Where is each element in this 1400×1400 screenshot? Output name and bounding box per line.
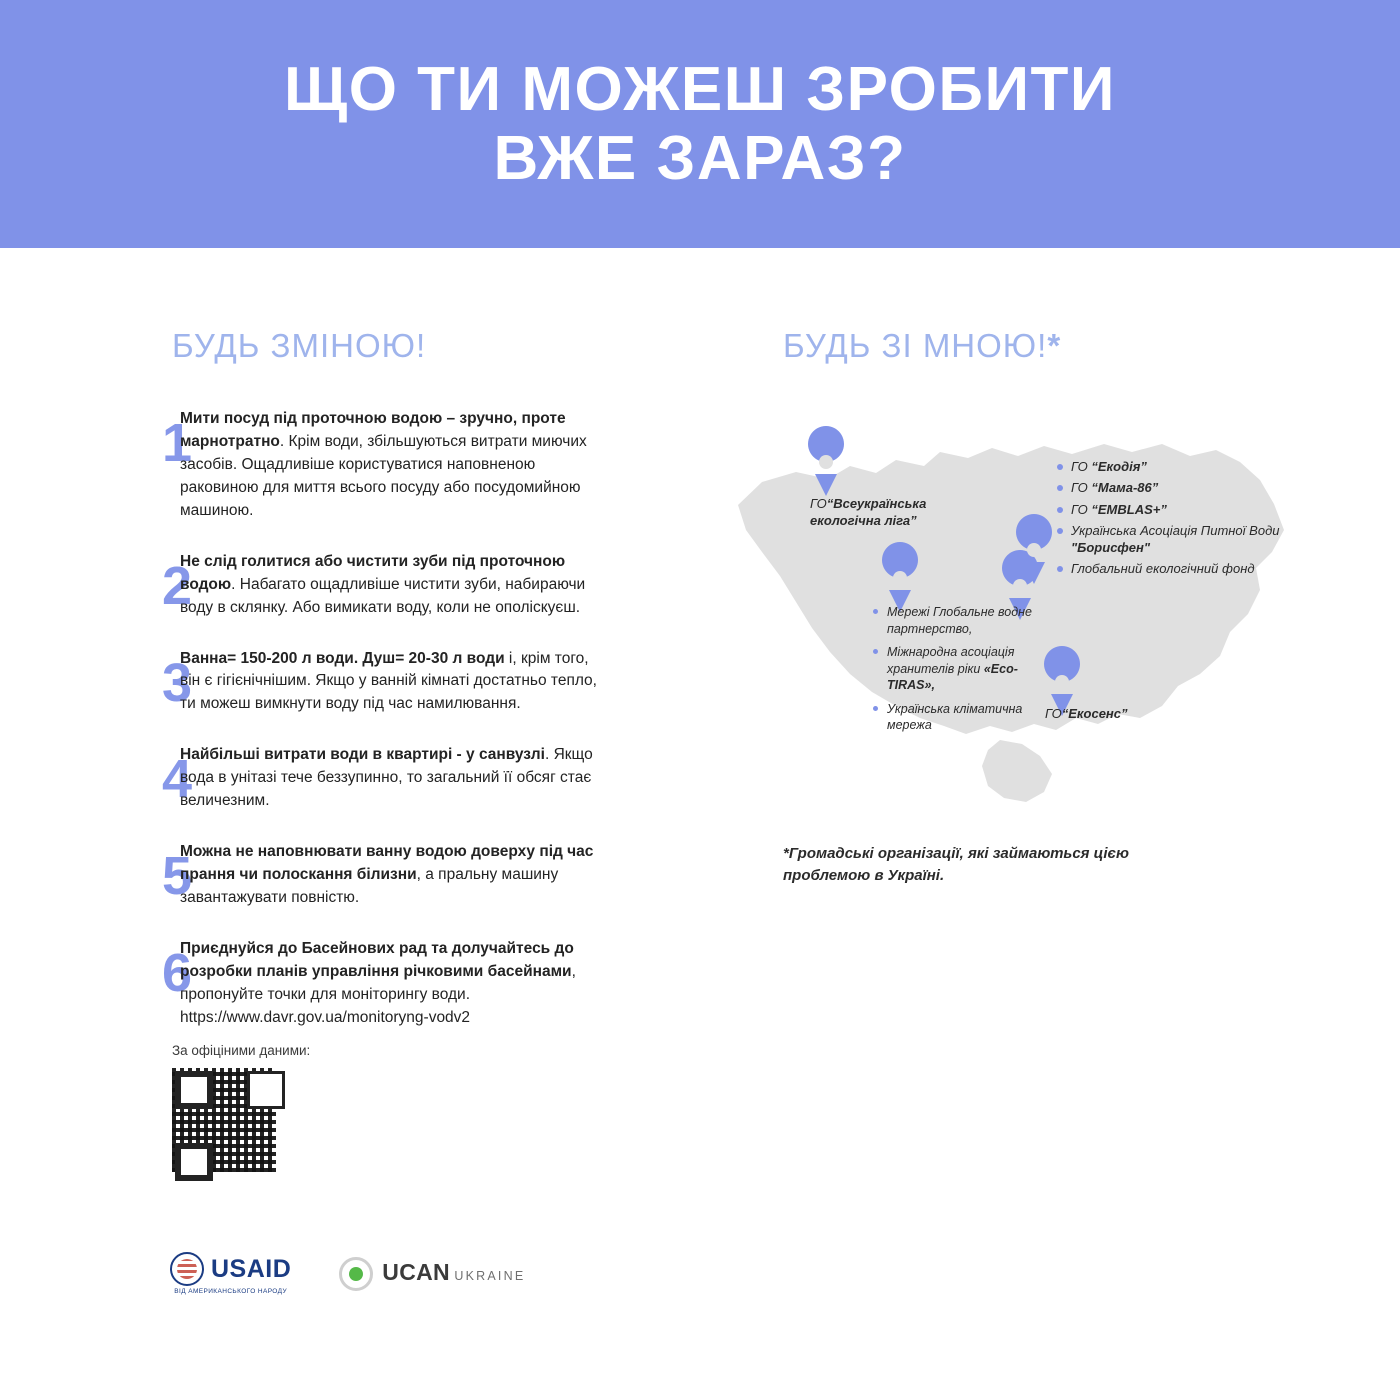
- tip-item: [162, 648, 608, 717]
- organization-item: [1055, 458, 1325, 475]
- organization-name: “Мама-86”: [1091, 480, 1159, 496]
- usaid-logo: [170, 1252, 291, 1295]
- left-column-heading: БУДЬ ЗМІНОЮ!: [172, 327, 427, 364]
- organization-item: [872, 604, 1042, 637]
- organization-prefix: Глобальний екологічний фонд: [1071, 561, 1255, 577]
- pin-label-vseukrainska: [810, 495, 960, 529]
- tip-item: [162, 938, 608, 1030]
- organization-name: “Екодія”: [1091, 459, 1147, 474]
- usaid-tagline: ВІД АМЕРИКАНСЬКОГО НАРОДУ: [174, 1288, 288, 1295]
- usaid-mark: [170, 1252, 291, 1286]
- tip-text: [180, 551, 608, 620]
- tip-text-rest: . Якщо вода в унітазі тече беззупинно, то загальний її обсяг стає величезним.: [180, 746, 593, 810]
- organization-name: “EMBLAS+”: [1091, 501, 1167, 517]
- pin-label-name: “Екосенс”: [1061, 706, 1128, 721]
- organization-prefix: Міжнародна асоціація хранителів ріки: [887, 645, 1015, 676]
- ucan-logo: [339, 1257, 525, 1291]
- tip-item: [162, 841, 608, 910]
- footer-logos: [170, 1252, 525, 1295]
- tip-text-bold: Можна не наповнювати ванну водою доверху під час прання чи полоскання білизни: [180, 843, 594, 884]
- organization-prefix: ГО: [1071, 501, 1092, 517]
- tip-text: [180, 408, 608, 523]
- organization-prefix: ГО: [1071, 459, 1092, 474]
- tip-text-rest: , а пральну машину завантажувати повністю.: [180, 866, 559, 906]
- pin-label-name: “Всеукраїнська екологічна ліга”: [810, 496, 927, 529]
- header-banner: [0, 0, 1400, 248]
- usaid-wordmark: USAID: [211, 1254, 292, 1283]
- tip-text-bold: Ванна= 150-200 л води. Душ= 20-30 л води: [180, 649, 505, 667]
- tips-list: [162, 408, 608, 1058]
- right-heading-text: БУДЬ ЗІ МНОЮ!: [783, 327, 1048, 364]
- organization-item: [1055, 560, 1325, 577]
- ucan-country: UKRAINE: [454, 1269, 526, 1284]
- pin-label-prefix: ГО: [810, 496, 827, 511]
- ucan-wordmark: [382, 1261, 525, 1286]
- tip-text: [180, 744, 608, 813]
- tip-item: [162, 744, 608, 813]
- ucan-name: UCAN: [382, 1259, 450, 1286]
- tip-item: [162, 408, 608, 523]
- tip-text-bold: Не слід голитися або чистити зуби під проточною водою: [180, 552, 566, 593]
- organization-prefix: Мережі Глобальне водне партнерство,: [887, 605, 1032, 636]
- source-label: За офіцiними даними:: [172, 1043, 311, 1058]
- tip-text-rest: . Набагато ощадливіше чистити зуби, набираючи воду в склянку. Або вимикати воду, коли не ополіскуєш.: [180, 575, 586, 616]
- tip-item: [162, 551, 608, 620]
- organization-item: [872, 644, 1042, 694]
- tip-text-bold: Приєднуйся до Басейнових рад та долучайтесь до розробки планів управління річковими басейнами: [180, 939, 574, 980]
- mid-organizations-list: [872, 604, 1042, 741]
- organization-item: [1055, 501, 1325, 518]
- tip-text-rest: , пропонуйте точки для моніторингу води. https://www.davr.gov.ua/monitoryng-vodv2: [180, 962, 576, 1026]
- organization-prefix: Українська Асоціація Питної Води: [1071, 522, 1280, 538]
- tip-text-rest: і, крім того, він є гігієнічнішим. Якщо у ванній кімнаті достатньо тепло, ти можеш вимкнути воду під час намилювання.: [180, 649, 597, 713]
- tip-number: 5: [162, 846, 193, 907]
- tip-text-bold: Мити посуд під проточною водою – зручно, проте марнотратно: [180, 410, 566, 450]
- tip-number: 1: [162, 413, 193, 473]
- organization-name: "Борисфен": [1071, 540, 1150, 556]
- right-heading-asterisk: *: [1047, 327, 1062, 364]
- tip-text-rest: . Крім води, збільшуються витрати миючих засобів. Ощадливіше користуватися наповненою раковиною для миття всього посуду або посудомийною машиною.: [180, 432, 587, 519]
- organization-item: [1055, 522, 1325, 557]
- organization-prefix: Українська кліматична мережа: [887, 701, 1023, 732]
- pin-label-ekosens: [1045, 705, 1195, 722]
- tip-text: [180, 938, 608, 1030]
- qr-code-icon[interactable]: [172, 1068, 276, 1172]
- tip-number: 3: [162, 652, 193, 713]
- tip-text: [180, 648, 608, 717]
- tip-number: 2: [162, 555, 193, 616]
- organizations-list: [1055, 458, 1325, 582]
- organization-name: «Eco-TIRAS»,: [887, 661, 1018, 692]
- footnote: *Громадські організації, які займаються цією проблемою в Україні.: [783, 845, 1129, 884]
- title-line-2: ВЖЕ ЗАРАЗ?: [493, 124, 907, 193]
- page-title: [284, 55, 1116, 194]
- tip-number: 4: [162, 749, 193, 810]
- pin-label-prefix: ГО: [1045, 706, 1062, 721]
- tip-text: [180, 841, 608, 910]
- usaid-seal-icon: [170, 1252, 204, 1286]
- organization-prefix: ГО: [1071, 480, 1092, 496]
- organization-item: [872, 701, 1042, 734]
- title-line-1: ЩО ТИ МОЖЕШ ЗРОБИТИ: [284, 54, 1116, 124]
- ucan-circle-icon: [339, 1257, 373, 1291]
- tip-number: 6: [162, 942, 193, 1003]
- tip-text-bold: Найбільші витрати води в квартирі - у санвузлі: [180, 746, 545, 764]
- right-column-heading: [783, 327, 1061, 365]
- organization-item: [1055, 479, 1325, 496]
